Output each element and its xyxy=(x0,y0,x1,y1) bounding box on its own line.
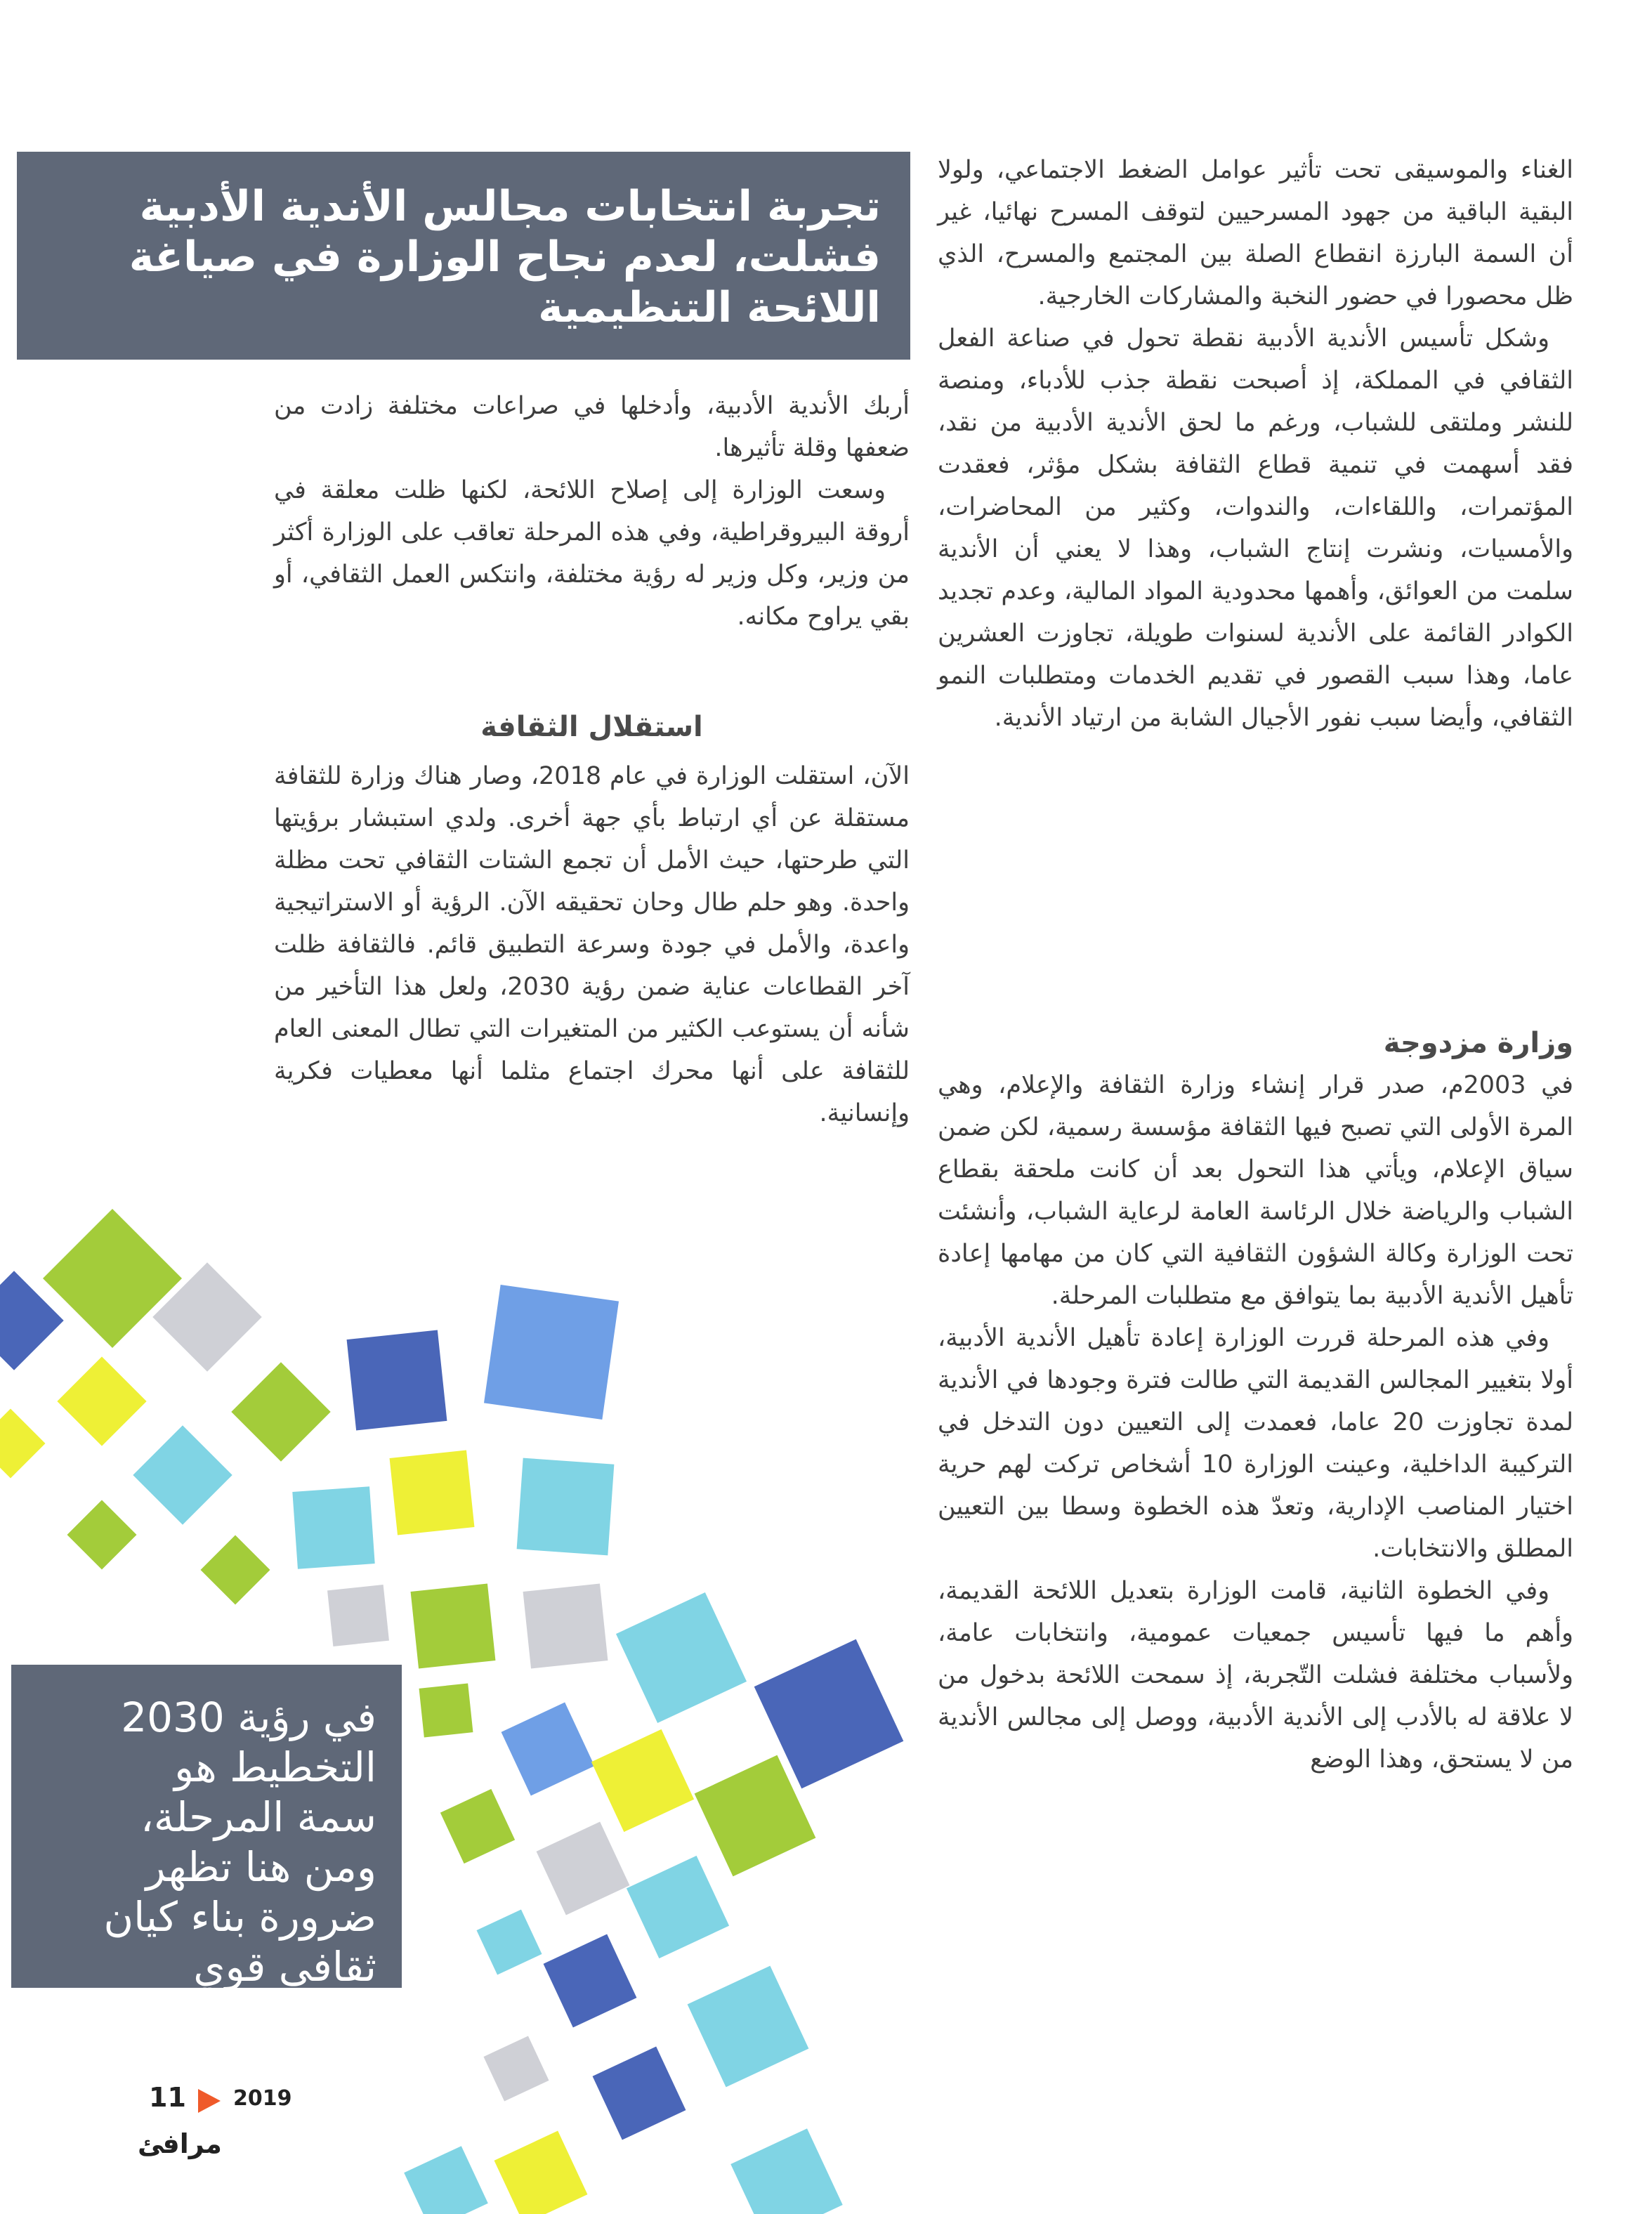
decor-square xyxy=(327,1585,389,1646)
decor-square xyxy=(730,2128,842,2214)
decor-square xyxy=(201,1535,270,1605)
issue-year: 2019 xyxy=(233,2086,292,2111)
headline-line-3: اللائحة التنظيمية xyxy=(538,283,881,332)
decor-square xyxy=(591,1729,694,1832)
decor-square xyxy=(419,1684,473,1738)
decor-square xyxy=(544,1934,637,2028)
decor-square xyxy=(67,1500,137,1570)
right-paragraph-1: الغناء والموسيقى تحت تأثير عوامل الضغط الاجتماعي، ولولا البقية الباقية من جهود المسرحيين لتوقف المسرح نهائيا، غير أن السمة البارزة انقطاع الصلة بين المجتمع والمسرح، الذي ظل محصورا في حضور النخبة والمشاركات الخارجية. xyxy=(938,156,1573,310)
decor-square xyxy=(537,1822,630,1915)
right-paragraph-2: وشكل تأسيس الأندية الأدبية نقطة تحول في صناعة الفعل الثقافي في المملكة، إذ أصبحت نقطة جذب للأدباء، ومنصة للنشر وملتقى للشباب، ورغم ما لحق الأندية الأدبية من نقد، فقد أسهمت في تنمية قطاع الثقافة بشكل مؤثر، فعقدت المؤتمرات، واللقاءات، والندوات، وكثير من المحاضرات، والأمسيات، ونشرت إنتاج الشباب، وهذا لا يعني أن الأندية سلمت من العوائق، وأهمها محدودية المواد المالية، وعدم تجديد الكوادر القائمة على الأندية لسنوات طويلة، تجاوزت العشرين عاما، وهذا سبب القصور في تقديم الخدمات ومتطلبات النمو الثقافي، وأيضا سبب نفور الأجيال الشابة من ارتياد الأندية. xyxy=(938,325,1573,732)
play-triangle-icon xyxy=(198,2089,221,2113)
decor-square xyxy=(523,1584,608,1669)
left-paragraph-2: وسعت الوزارة إلى إصلاح اللائحة، لكنها ظلت معلقة في أروقة البيروقراطية، وفي هذه المرحلة تعاقب على الوزارة أكثر من وزير، وكل وزير له رؤية مختلفة، وانتكس العمل الثقافي، أو بقي يراوح مكانه. xyxy=(274,476,910,631)
decor-square xyxy=(133,1425,232,1524)
decor-square xyxy=(404,2146,488,2214)
decor-square xyxy=(593,2047,686,2140)
left-paragraph-3: الآن، استقلت الوزارة في عام 2018، وصار هناك وزارة للثقافة مستقلة عن أي ارتباط بأي جهة أخرى. ولدي استبشار برؤيتها التي طرحتها، حيث الأمل أن تجمع الشتات الثقافي تحت مظلة واحدة. وهو حلم طال وحان تحقيقه الآن. الرؤية أو الاستراتيجية واعدة، والأمل في جودة وسرعة التطبيق قائم. فالثقافة ظلت آخر القطاعات عناية ضمن رؤية 2030، ولعل هذا التأخير من شأنه أن يستوعب الكثير من المتغيرات التي تطال المعنى العام للثقافة على أنها محرك اجتماع مثلما أنها معطيات فكرية وإنسانية. xyxy=(274,762,910,1127)
decor-square xyxy=(483,2036,549,2101)
headline-box xyxy=(17,152,910,360)
pull-quote-box xyxy=(11,1665,402,1991)
decor-square xyxy=(476,1909,542,1974)
decor-square xyxy=(292,1486,374,1568)
right-paragraph-5: وفي الخطوة الثانية، قامت الوزارة بتعديل اللائحة القديمة، وأهم ما فيها تأسيس جمعيات عمومية، وانتخابات عامة، ولأسباب مختلفة فشلت التّجربة، إذ سمحت اللائحة بدخول من لا علاقة له بالأدب إلى الأندية الأدبية، ووصل إلى مجالس الأندية من لا يستحق، وهذا الوضع xyxy=(938,1577,1573,1774)
headline-line-1: تجربة انتخابات مجالس الأندية الأدبية xyxy=(139,182,881,231)
decor-square xyxy=(688,1966,809,2088)
quote-line-1: في رؤية 2030 xyxy=(121,1694,376,1741)
decor-square xyxy=(627,1856,729,1958)
decor-square xyxy=(347,1330,447,1431)
quote-line-3: سمة المرحلة، xyxy=(140,1793,376,1841)
magazine-logo: مرافئ xyxy=(138,2128,222,2159)
right-column-section-2 xyxy=(938,1022,1573,1781)
quote-line-4: ومن هنا تظهر xyxy=(145,1843,376,1891)
page-number: 11 xyxy=(149,2082,186,2113)
decor-square xyxy=(616,1592,747,1723)
left-paragraph-1: أربك الأندية الأدبية، وأدخلها في صراعات مختلفة زادت من ضعفها وقلة تأثيرها. xyxy=(274,392,910,462)
subheading-dual-ministry: وزارة مزدوجة xyxy=(1383,1027,1573,1059)
decor-square xyxy=(231,1362,330,1461)
quote-line-6: ثقافي قوي xyxy=(193,1943,376,1991)
decor-square xyxy=(0,1409,45,1479)
decor-square xyxy=(411,1584,496,1669)
decor-square xyxy=(440,1789,515,1863)
quote-line-2: التخطيط هو xyxy=(174,1743,376,1791)
left-column xyxy=(274,385,910,638)
decor-square xyxy=(390,1450,475,1535)
decor-square xyxy=(494,2131,588,2214)
decor-square xyxy=(501,1703,595,1796)
decor-square xyxy=(57,1356,146,1446)
quote-line-5: ضرورة بناء كيان xyxy=(103,1893,376,1941)
left-column-section-2 xyxy=(274,706,910,1134)
right-paragraph-4: وفي هذه المرحلة قررت الوزارة إعادة تأهيل الأندية الأدبية، أولا بتغيير المجالس القديمة التي طالت فترة وجودها في الأندية لمدة تجاوزت 20 عاما، فعمدت إلى التعيين دون التدخل في التركيبة الداخلية، وعينت الوزارة 10 أشخاص تركت لهم حرية اختيار المناصب الإدارية، وتعدّ هذه الخطوة وسطا بين التعيين المطلق والانتخابات. xyxy=(938,1324,1574,1563)
decor-square xyxy=(517,1458,615,1556)
headline-line-2: فشلت، لعدم نجاح الوزارة في صياغة xyxy=(129,232,881,282)
decor-square xyxy=(484,1285,619,1420)
decor-square xyxy=(43,1209,182,1348)
subheading-culture-independence: استقلال الثقافة xyxy=(480,711,703,743)
right-column xyxy=(938,149,1573,739)
right-paragraph-3: في 2003م، صدر قرار إنشاء وزارة الثقافة والإعلام، وهي المرة الأولى التي تصبح فيها الثقافة مؤسسة رسمية، لكن ضمن سياق الإعلام، ويأتي هذا التحول بعد أن كانت ملحقة بقطاع الشباب والرياضة خلال الرئاسة العامة لرعاية الشباب، وأنشئت تحت الوزارة وكالة الشؤون الثقافية التي كان من مهامها إعادة تأهيل الأندية الأدبية بما يتوافق مع متطلبات المرحلة. xyxy=(938,1071,1573,1310)
